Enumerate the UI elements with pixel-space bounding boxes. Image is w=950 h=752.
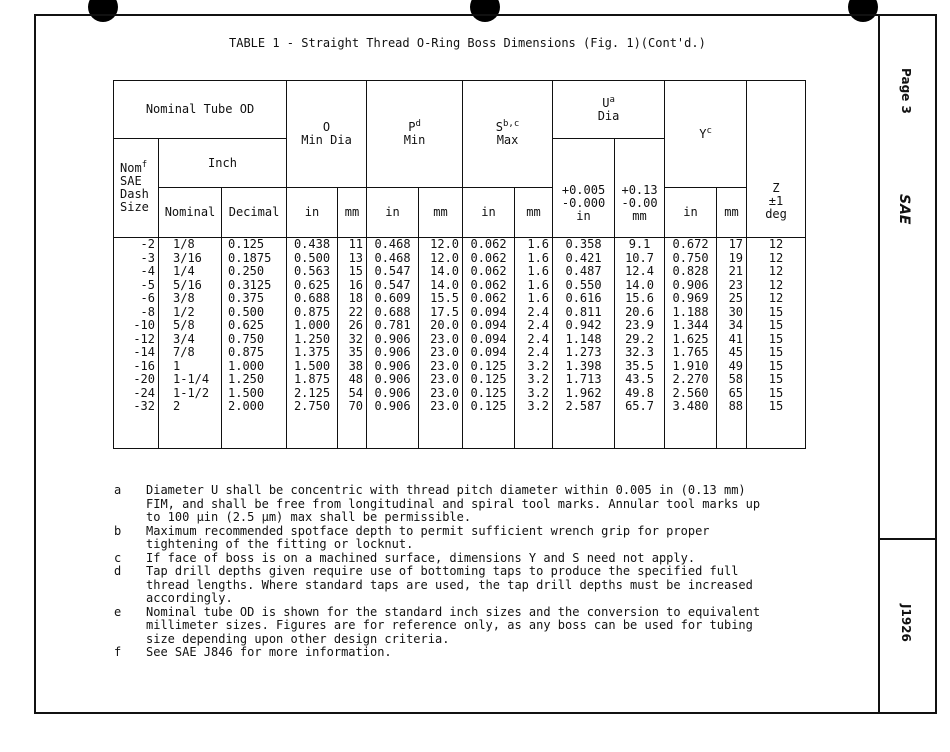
s-sup: b,c bbox=[503, 119, 520, 129]
cell-u_mm: 43.5 bbox=[625, 372, 654, 386]
cell-u_in: 0.421 bbox=[565, 250, 602, 265]
cell-o_mm: 26 bbox=[348, 318, 364, 332]
cell-p_in: 0.906 bbox=[374, 345, 411, 359]
cell-y_mm: 23 bbox=[728, 277, 744, 292]
o-in-column bbox=[287, 238, 338, 449]
footnote bbox=[114, 552, 814, 566]
footnote bbox=[114, 606, 814, 647]
cell-decimal: 0.625 bbox=[228, 318, 265, 332]
cell-nominal: 1-1/4 bbox=[173, 372, 210, 386]
cell-nominal: 7/8 bbox=[173, 345, 195, 359]
cell-u_mm: 14.0 bbox=[625, 277, 654, 292]
cell-p_mm: 23.0 bbox=[430, 385, 460, 400]
page-number: Page 3 bbox=[899, 68, 913, 114]
footnote-mark: b bbox=[114, 523, 122, 538]
cell-y_in: 1.765 bbox=[672, 345, 709, 359]
cell-z: 12 bbox=[768, 237, 784, 251]
cell-decimal: 1.250 bbox=[228, 372, 265, 386]
footnote bbox=[114, 646, 814, 660]
footnote-mark: f bbox=[114, 645, 122, 659]
footnotes bbox=[114, 484, 814, 660]
s-title: S bbox=[495, 120, 504, 134]
p-mm-column bbox=[419, 238, 463, 449]
cell-dash: -2 bbox=[140, 237, 155, 251]
p-mm-header: mm bbox=[419, 188, 463, 238]
cell-u_in: 0.942 bbox=[565, 318, 602, 332]
cell-o_in: 0.500 bbox=[293, 250, 331, 265]
cell-u_mm: 15.6 bbox=[625, 291, 654, 305]
cell-s_in: 0.094 bbox=[470, 318, 507, 332]
cell-u_mm: 23.9 bbox=[625, 318, 654, 332]
o-title: O bbox=[322, 120, 331, 134]
u-in-header bbox=[553, 139, 615, 238]
cell-p_in: 0.906 bbox=[374, 372, 411, 386]
cell-dash: -32 bbox=[133, 399, 155, 413]
cell-y_in: 1.910 bbox=[672, 358, 709, 373]
cell-y_mm: 88 bbox=[728, 399, 744, 413]
cell-s_in: 0.062 bbox=[470, 250, 507, 265]
footnote bbox=[114, 525, 814, 552]
cell-y_in: 0.969 bbox=[672, 291, 709, 305]
cell-p_in: 0.781 bbox=[374, 318, 411, 332]
inch-header: Inch bbox=[159, 139, 287, 188]
cell-z: 15 bbox=[768, 318, 784, 332]
cell-o_mm: 15 bbox=[348, 264, 364, 278]
s-mm-header: mm bbox=[515, 188, 553, 238]
cell-p_in: 0.547 bbox=[374, 264, 411, 278]
u-title: U bbox=[602, 95, 610, 110]
cell-y_mm: 41 bbox=[728, 331, 744, 346]
cell-u_in: 0.550 bbox=[565, 277, 602, 292]
footnote-mark: a bbox=[114, 483, 122, 497]
cell-y_mm: 25 bbox=[728, 291, 744, 305]
u-mm-column bbox=[615, 238, 665, 449]
cell-u_in: 1.713 bbox=[565, 372, 602, 386]
cell-decimal: 0.750 bbox=[228, 331, 265, 346]
cell-nominal: 1-1/2 bbox=[173, 385, 210, 400]
z-column bbox=[747, 238, 806, 449]
u-mm-header bbox=[615, 139, 665, 238]
cell-o_mm: 70 bbox=[348, 399, 364, 413]
cell-dash: -10 bbox=[133, 318, 155, 332]
y-mm-header: mm bbox=[717, 188, 747, 238]
cell-nominal: 3/8 bbox=[173, 291, 195, 305]
z-title: Z bbox=[772, 181, 780, 195]
cell-dash: -8 bbox=[140, 304, 155, 319]
cell-u_mm: 29.2 bbox=[625, 331, 654, 346]
footnote-text: Nominal tube OD is shown for the standard inch sizes and the conversion to equivalent millimeter sizes. Figures are for reference only, as any boss can be used for tubing size depending upon other design criteria. bbox=[146, 604, 761, 646]
cell-s_in: 0.062 bbox=[470, 277, 507, 292]
cell-p_mm: 23.0 bbox=[430, 358, 460, 373]
cell-o_mm: 38 bbox=[348, 358, 364, 373]
nom-sup: f bbox=[141, 160, 148, 170]
cell-o_in: 1.000 bbox=[293, 318, 331, 332]
cell-y_mm: 45 bbox=[728, 345, 744, 359]
cell-dash: -5 bbox=[140, 277, 155, 292]
cell-u_mm: 20.6 bbox=[625, 304, 654, 319]
cell-o_mm: 22 bbox=[348, 304, 364, 319]
cell-u_in: 2.587 bbox=[565, 399, 602, 413]
cell-p_mm: 17.5 bbox=[430, 304, 460, 319]
cell-u_mm: 32.3 bbox=[625, 345, 654, 359]
cell-p_mm: 12.0 bbox=[430, 250, 460, 265]
cell-p_in: 0.906 bbox=[374, 358, 411, 373]
cell-nominal: 1 bbox=[173, 358, 181, 373]
z-tol: ±1 bbox=[768, 194, 784, 208]
cell-o_in: 2.750 bbox=[293, 399, 331, 413]
cell-u_in: 1.398 bbox=[565, 358, 602, 373]
table-title: TABLE 1 - Straight Thread O-Ring Boss Dimensions (Fig. 1)(Cont'd.) bbox=[229, 36, 706, 50]
cell-s_mm: 2.4 bbox=[527, 304, 550, 319]
cell-o_mm: 11 bbox=[348, 237, 364, 251]
cell-z: 15 bbox=[768, 358, 784, 373]
s-mm-column bbox=[515, 238, 553, 449]
footnote-text: If face of boss is on a machined surface, dimensions Y and S need not apply. bbox=[146, 550, 696, 565]
cell-s_mm: 2.4 bbox=[527, 345, 550, 359]
cell-dash: -20 bbox=[133, 372, 155, 386]
cell-o_in: 0.875 bbox=[293, 304, 331, 319]
cell-p_in: 0.906 bbox=[374, 331, 411, 346]
o-sub: Min Dia bbox=[301, 133, 352, 147]
cell-o_in: 0.563 bbox=[293, 264, 331, 278]
cell-o_mm: 35 bbox=[348, 345, 364, 359]
footnote-text: See SAE J846 for more information. bbox=[146, 645, 392, 659]
cell-p_in: 0.468 bbox=[374, 250, 411, 265]
dash-label: Dash bbox=[120, 187, 149, 201]
decimal-column bbox=[222, 238, 287, 449]
p-in-column bbox=[367, 238, 419, 449]
cell-o_in: 1.250 bbox=[293, 331, 331, 346]
cell-p_in: 0.609 bbox=[374, 291, 411, 305]
cell-decimal: 0.375 bbox=[228, 291, 265, 305]
cell-p_mm: 14.0 bbox=[430, 264, 460, 278]
cell-u_in: 0.616 bbox=[565, 291, 602, 305]
z-header bbox=[747, 81, 806, 238]
cell-s_in: 0.125 bbox=[470, 399, 507, 413]
cell-y_in: 0.906 bbox=[672, 277, 709, 292]
cell-nominal: 2 bbox=[173, 399, 181, 413]
cell-u_in: 0.487 bbox=[565, 264, 602, 278]
nominal-col-header: Nominal bbox=[159, 188, 222, 238]
cell-u_in: 1.273 bbox=[565, 345, 602, 359]
y-sup: c bbox=[706, 125, 712, 136]
footnote-text: Diameter U shall be concentric with thread pitch diameter within 0.005 in (0.13 mm) FIM, and shall be free from longitudinal and spiral tool marks. Annular tool marks up to 100 µin (2.5 µm) max shall be permissible. bbox=[146, 483, 761, 524]
cell-y_mm: 49 bbox=[728, 358, 744, 373]
cell-s_mm: 1.6 bbox=[527, 277, 550, 292]
cell-decimal: 2.000 bbox=[228, 399, 265, 413]
cell-nominal: 1/8 bbox=[173, 237, 195, 251]
cell-nominal: 1/4 bbox=[173, 264, 195, 278]
cell-y_in: 0.750 bbox=[672, 250, 709, 265]
p-title: P bbox=[408, 120, 416, 134]
cell-s_in: 0.062 bbox=[470, 237, 507, 251]
side-divider bbox=[878, 14, 880, 714]
z-unit: deg bbox=[765, 207, 787, 221]
cell-y_mm: 34 bbox=[728, 318, 744, 332]
cell-p_in: 0.906 bbox=[374, 385, 411, 400]
cell-u_mm: 49.8 bbox=[625, 385, 654, 400]
cell-p_mm: 23.0 bbox=[430, 399, 460, 413]
cell-u_mm: 9.1 bbox=[628, 237, 651, 251]
cell-p_in: 0.547 bbox=[374, 277, 411, 292]
cell-o_in: 1.500 bbox=[293, 358, 331, 373]
cell-y_in: 1.625 bbox=[672, 331, 709, 346]
cell-decimal: 0.3125 bbox=[228, 277, 272, 292]
cell-decimal: 1.500 bbox=[228, 385, 265, 400]
cell-o_in: 2.125 bbox=[293, 385, 331, 400]
cell-s_mm: 2.4 bbox=[527, 318, 550, 332]
nominal-tube-od-header: Nominal Tube OD bbox=[114, 81, 287, 139]
footnote-text: Maximum recommended spotface depth to permit sufficient wrench grip for proper tightening of the fitting or locknut. bbox=[146, 523, 710, 551]
cell-decimal: 0.500 bbox=[228, 304, 265, 319]
cell-z: 15 bbox=[768, 345, 784, 359]
cell-s_mm: 3.2 bbox=[527, 358, 550, 373]
cell-s_in: 0.125 bbox=[470, 372, 507, 386]
p-header bbox=[367, 81, 463, 188]
u-in-tol-plus: +0.005 bbox=[561, 183, 606, 197]
footnote bbox=[114, 565, 814, 606]
cell-z: 12 bbox=[768, 291, 784, 305]
p-sup: d bbox=[415, 119, 421, 129]
cell-o_in: 0.625 bbox=[293, 277, 331, 292]
cell-y_mm: 17 bbox=[728, 237, 744, 251]
u-sub: Dia bbox=[597, 108, 620, 123]
cell-nominal: 1/2 bbox=[173, 304, 195, 319]
cell-dash: -16 bbox=[133, 358, 155, 373]
cell-o_in: 0.438 bbox=[293, 237, 331, 251]
s-header bbox=[463, 81, 553, 188]
cell-o_mm: 16 bbox=[348, 277, 364, 292]
nom-label: Nom bbox=[120, 161, 142, 175]
cell-nominal: 3/4 bbox=[173, 331, 195, 346]
cell-o_mm: 48 bbox=[348, 372, 364, 386]
cell-z: 12 bbox=[768, 250, 784, 265]
cell-s_mm: 1.6 bbox=[527, 264, 550, 278]
cell-s_in: 0.062 bbox=[470, 264, 507, 278]
dash-column bbox=[114, 238, 159, 449]
cell-z: 12 bbox=[768, 264, 784, 278]
u-in-tol-minus: -0.000 bbox=[561, 196, 606, 210]
p-in-header: in bbox=[367, 188, 419, 238]
decimal-col-header: Decimal bbox=[222, 188, 287, 238]
cell-p_in: 0.468 bbox=[374, 237, 411, 251]
o-mm-header: mm bbox=[338, 188, 367, 238]
cell-p_mm: 23.0 bbox=[430, 372, 460, 386]
cell-nominal: 5/8 bbox=[173, 318, 195, 332]
cell-u_in: 1.962 bbox=[565, 385, 602, 400]
y-in-header: in bbox=[665, 188, 717, 238]
table-body-row bbox=[114, 238, 806, 449]
cell-s_mm: 3.2 bbox=[527, 399, 550, 413]
cell-dash: -12 bbox=[133, 331, 155, 346]
cell-y_mm: 65 bbox=[728, 385, 744, 400]
cell-y_in: 3.480 bbox=[672, 399, 709, 413]
cell-s_in: 0.125 bbox=[470, 358, 507, 373]
cell-s_mm: 3.2 bbox=[527, 385, 550, 400]
cell-y_in: 1.344 bbox=[672, 318, 709, 332]
cell-z: 15 bbox=[768, 399, 784, 413]
cell-o_mm: 32 bbox=[348, 331, 364, 346]
cell-z: 12 bbox=[768, 277, 784, 292]
cell-s_mm: 1.6 bbox=[527, 291, 550, 305]
cell-z: 15 bbox=[768, 304, 784, 319]
u-in-column bbox=[553, 238, 615, 449]
cell-y_mm: 58 bbox=[728, 372, 744, 386]
cell-dash: -24 bbox=[133, 385, 155, 400]
cell-dash: -14 bbox=[133, 345, 155, 359]
cell-y_in: 2.560 bbox=[672, 385, 709, 400]
footnote-text: Tap drill depths given require use of bottoming taps to produce the specified full thread lengths. Where standard taps are used, the tap drill depths must be increased accordingly. bbox=[146, 564, 753, 605]
cell-decimal: 0.250 bbox=[228, 264, 265, 278]
cell-u_in: 0.811 bbox=[565, 304, 602, 319]
footnote-mark: c bbox=[114, 550, 122, 565]
o-mm-column bbox=[338, 238, 367, 449]
o-in-header: in bbox=[287, 188, 338, 238]
cell-o_in: 1.875 bbox=[293, 372, 331, 386]
s-sub: Max bbox=[496, 133, 519, 147]
sae-logo: SAE bbox=[896, 194, 912, 225]
cell-decimal: 0.125 bbox=[228, 237, 265, 251]
cell-p_mm: 23.0 bbox=[430, 331, 460, 346]
o-header bbox=[287, 81, 367, 188]
cell-o_mm: 18 bbox=[348, 291, 364, 305]
cell-y_mm: 19 bbox=[728, 250, 744, 265]
cell-s_in: 0.094 bbox=[470, 345, 507, 359]
s-in-header: in bbox=[463, 188, 515, 238]
cell-s_mm: 1.6 bbox=[527, 250, 550, 265]
cell-nominal: 5/16 bbox=[173, 277, 202, 292]
u-sup: a bbox=[609, 94, 615, 105]
y-mm-column bbox=[717, 238, 747, 449]
footnote-mark: e bbox=[114, 604, 122, 619]
y-in-column bbox=[665, 238, 717, 449]
u-mm-tol-minus: -0.00 bbox=[621, 196, 658, 210]
footnote-mark: d bbox=[114, 564, 122, 578]
document-number: J1926 bbox=[899, 604, 913, 642]
dash-size-header bbox=[114, 139, 159, 238]
cell-s_in: 0.094 bbox=[470, 331, 507, 346]
cell-decimal: 0.875 bbox=[228, 345, 265, 359]
y-title: Y bbox=[699, 126, 707, 141]
cell-decimal: 1.000 bbox=[228, 358, 265, 373]
cell-o_in: 1.375 bbox=[293, 345, 331, 359]
cell-p_mm: 14.0 bbox=[430, 277, 460, 292]
u-mm-tol-plus: +0.13 bbox=[621, 183, 658, 197]
cell-y_in: 2.270 bbox=[672, 372, 709, 386]
side-separator bbox=[878, 538, 937, 540]
cell-p_mm: 20.0 bbox=[430, 318, 460, 332]
cell-o_mm: 13 bbox=[348, 250, 364, 265]
cell-p_in: 0.906 bbox=[374, 399, 411, 413]
s-in-column bbox=[463, 238, 515, 449]
cell-y_in: 0.672 bbox=[672, 237, 709, 251]
cell-s_in: 0.125 bbox=[470, 385, 507, 400]
size-label: Size bbox=[120, 200, 149, 214]
cell-o_mm: 54 bbox=[348, 385, 364, 400]
cell-u_in: 1.148 bbox=[565, 331, 602, 346]
cell-p_in: 0.688 bbox=[374, 304, 411, 319]
cell-dash: -6 bbox=[140, 291, 155, 305]
footnote bbox=[114, 484, 814, 525]
cell-y_in: 1.188 bbox=[672, 304, 709, 319]
dimensions-table bbox=[113, 80, 806, 449]
cell-p_mm: 12.0 bbox=[430, 237, 460, 251]
cell-z: 15 bbox=[768, 372, 784, 386]
cell-s_mm: 1.6 bbox=[527, 237, 550, 251]
u-header bbox=[553, 81, 665, 139]
cell-u_mm: 10.7 bbox=[625, 250, 654, 265]
cell-dash: -4 bbox=[140, 264, 155, 278]
p-sub: Min bbox=[403, 133, 426, 147]
cell-u_mm: 65.7 bbox=[625, 399, 654, 413]
cell-y_mm: 30 bbox=[728, 304, 744, 319]
u-in-unit: in bbox=[576, 209, 591, 223]
cell-s_mm: 3.2 bbox=[527, 372, 550, 386]
cell-y_mm: 21 bbox=[728, 264, 744, 278]
y-header bbox=[665, 81, 747, 188]
cell-p_mm: 23.0 bbox=[430, 345, 460, 359]
cell-u_in: 0.358 bbox=[565, 237, 602, 251]
cell-u_mm: 12.4 bbox=[625, 264, 654, 278]
u-mm-unit: mm bbox=[632, 209, 647, 223]
cell-nominal: 3/16 bbox=[173, 250, 202, 265]
cell-z: 15 bbox=[768, 331, 784, 346]
nominal-column bbox=[159, 238, 222, 449]
cell-s_mm: 2.4 bbox=[527, 331, 550, 346]
cell-p_mm: 15.5 bbox=[430, 291, 460, 305]
cell-o_in: 0.688 bbox=[293, 291, 331, 305]
cell-decimal: 0.1875 bbox=[228, 250, 272, 265]
cell-dash: -3 bbox=[140, 250, 155, 265]
cell-s_in: 0.094 bbox=[470, 304, 507, 319]
cell-y_in: 0.828 bbox=[672, 264, 709, 278]
cell-s_in: 0.062 bbox=[470, 291, 507, 305]
sae-label: SAE bbox=[120, 174, 142, 188]
cell-z: 15 bbox=[768, 385, 784, 400]
cell-u_mm: 35.5 bbox=[625, 358, 654, 373]
